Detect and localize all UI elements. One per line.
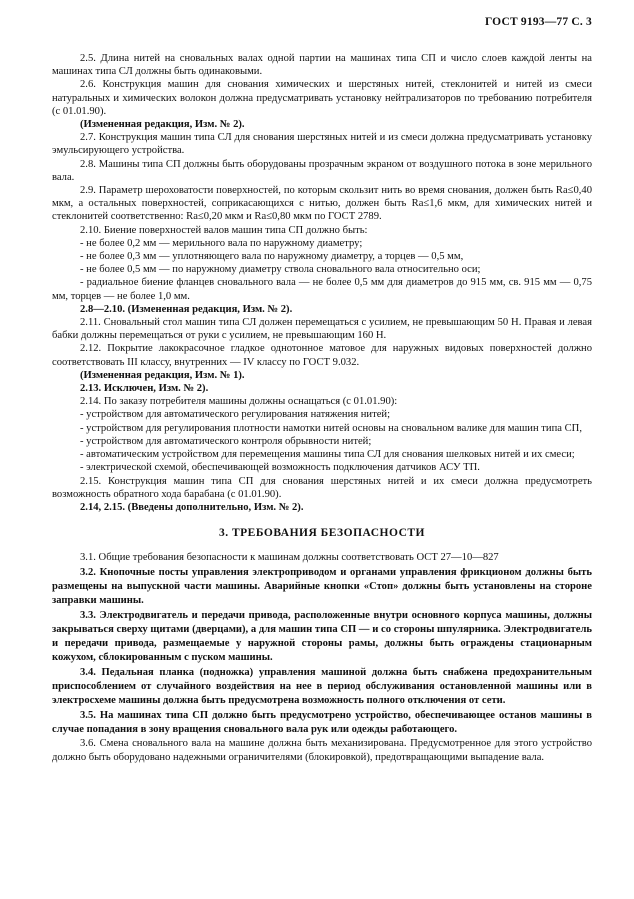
paragraph-2-5: 2.5. Длина нитей на сновальных валах одной партии на машинах типа СП и число слоев каждой ленты на машинах типа СЛ должны быть одинаковыми. bbox=[52, 53, 592, 78]
paragraph-2-11: 2.11. Сновальный стол машин типа СЛ должен перемещаться с усилием, не превышающим 50 Н. Правая и левая бабки должны перемещаться от руки с усилием, не превышающим 160 Н. bbox=[52, 317, 592, 342]
paragraph-3-4: 3.4. Педальная планка (подножка) управления машиной должна быть снабжена предохранительным приспособлением от случайного воздействия на нее в период обслуживания остановленной машины или в электросхеме машины должна быть предусмотрена возможность полного отключения от сети. bbox=[52, 666, 592, 707]
paragraph-2-12: 2.12. Покрытие лакокрасочное гладкое однотонное матовое для наружных видовых поверхностей должно соответствовать III классу, внутренних — IV классу по ГОСТ 9.032. bbox=[52, 343, 592, 368]
amendment-note: 2.8—2.10. (Измененная редакция, Изм. № 2). bbox=[80, 303, 293, 315]
paragraph-2-10: 2.10. Биение поверхностей валов машин типа СП должно быть: bbox=[80, 224, 368, 236]
list-item: - не более 0,5 мм — по наружному диаметру ствола сновального вала относительно оси; bbox=[80, 264, 481, 276]
list-item: - не более 0,3 мм — уплотняющего вала по наружному диаметру, а торцев — 0,5 мм, bbox=[80, 251, 464, 263]
paragraph-3-6: 3.6. Смена сновального вала на машине должна быть механизирована. Предусмотренное для этого устройство должно быть оборудовано надежными ограничителями (блокировкой), предотвращающими выпадение вала. bbox=[52, 738, 592, 764]
list-item: - не более 0,2 мм — мерильного вала по наружному диаметру; bbox=[80, 237, 363, 249]
paragraph-2-15: 2.15. Конструкция машин типа СП для снования шерстяных нитей и их смеси должна предусмотреть возможность обратного хода барабана (с 01.01.90). bbox=[52, 475, 592, 500]
paragraph-3-2: 3.2. Кнопочные посты управления электроприводом и органами управления фрикционом должны быть размещены на выпускной части машины. Аварийные кнопки «Стоп» должны быть установлены на стороне заправки машины. bbox=[52, 566, 592, 607]
paragraph-3-5: 3.5. На машинах типа СП должно быть предусмотрено устройство, обеспечивающее останов машины в случае попадания в зону вращения сновального вала рук или одежды работающего. bbox=[52, 709, 592, 735]
document-body bbox=[52, 52, 592, 766]
paragraph-2-7: 2.7. Конструкция машин типа СЛ для снования шерстяных нитей и из смеси должна предусматривать установку эмульсирующего устройства. bbox=[52, 132, 592, 157]
list-item: - радиальное биение фланцев сновального вала — не более 0,5 мм для диаметров до 915 мм, св. 915 мм — 0,75 мм, торцев — не более 1,0 мм. bbox=[52, 277, 592, 302]
list-item: - устройством для автоматического регулирования натяжения нитей; bbox=[80, 409, 391, 421]
amendment-note: (Измененная редакция, Изм. № 2). bbox=[80, 119, 245, 131]
section-3-title: 3. ТРЕБОВАНИЯ БЕЗОПАСНОСТИ bbox=[218, 527, 426, 540]
section-2-continuation bbox=[52, 52, 592, 514]
section-3 bbox=[52, 551, 592, 765]
list-item: - устройством для автоматического контроля обрывности нитей; bbox=[80, 435, 372, 447]
list-item: - устройством для регулирования плотности намотки нитей основы на сновальном валике для машин типа СП, bbox=[80, 422, 582, 434]
list-item: - автоматическим устройством для перемещения машины типа СЛ для снования шелковых нитей и их смеси; bbox=[80, 449, 575, 461]
list-item: - электрической схемой, обеспечивающей возможность подключения датчиков АСУ ТП. bbox=[80, 462, 480, 474]
paragraph-2-14: 2.14. По заказу потребителя машины должны оснащаться (с 01.01.90): bbox=[80, 396, 398, 408]
paragraph-3-1: 3.1. Общие требования безопасности к машинам должны соответствовать ОСТ 27—10—827 bbox=[80, 552, 499, 564]
paragraph-2-9: 2.9. Параметр шероховатости поверхностей, по которым скользит нить во время снования, должен быть Ra≤0,40 мкм, а остальных поверхностей, соприкасающихся с нитью, должен быть Ra≤1,6 мкм, для химических нитей и стеклонитей соответственно: Ra≤0,20 мкм и Ra≤0,80 мкм по ГОСТ 2789. bbox=[52, 185, 592, 223]
amendment-note: (Измененная редакция, Изм. № 1). bbox=[80, 369, 245, 381]
paragraph-3-3: 3.3. Электродвигатель и передачи привода, расположенные внутри основного корпуса машины, должны закрываться сверху щитами (дверцами), а для машин типа СП — и со стороны шпулярника. Электродвигатель и передачи привода, размещаемые у наружной стороны рамы, должны быть ограждены стационарным кожухом, сблокированным с пуском машины. bbox=[52, 609, 592, 664]
amendment-note: 2.14, 2.15. (Введены дополнительно, Изм. № 2). bbox=[80, 501, 304, 513]
paragraph-2-8: 2.8. Машины типа СП должны быть оборудованы прозрачным экраном от воздушного потока в зоне мерильного вала. bbox=[52, 158, 592, 183]
paragraph-2-13: 2.13. Исключен, Изм. № 2). bbox=[80, 383, 209, 395]
page-header: ГОСТ 9193—77 С. 3 bbox=[484, 16, 592, 28]
paragraph-2-6: 2.6. Конструкция машин для снования химических и шерстяных нитей, стеклонитей и нитей из смеси натуральных и химических волокон должна предусматривать установку нейтрализаторов по требованию потребителя (с 01.01.90). bbox=[52, 79, 592, 117]
